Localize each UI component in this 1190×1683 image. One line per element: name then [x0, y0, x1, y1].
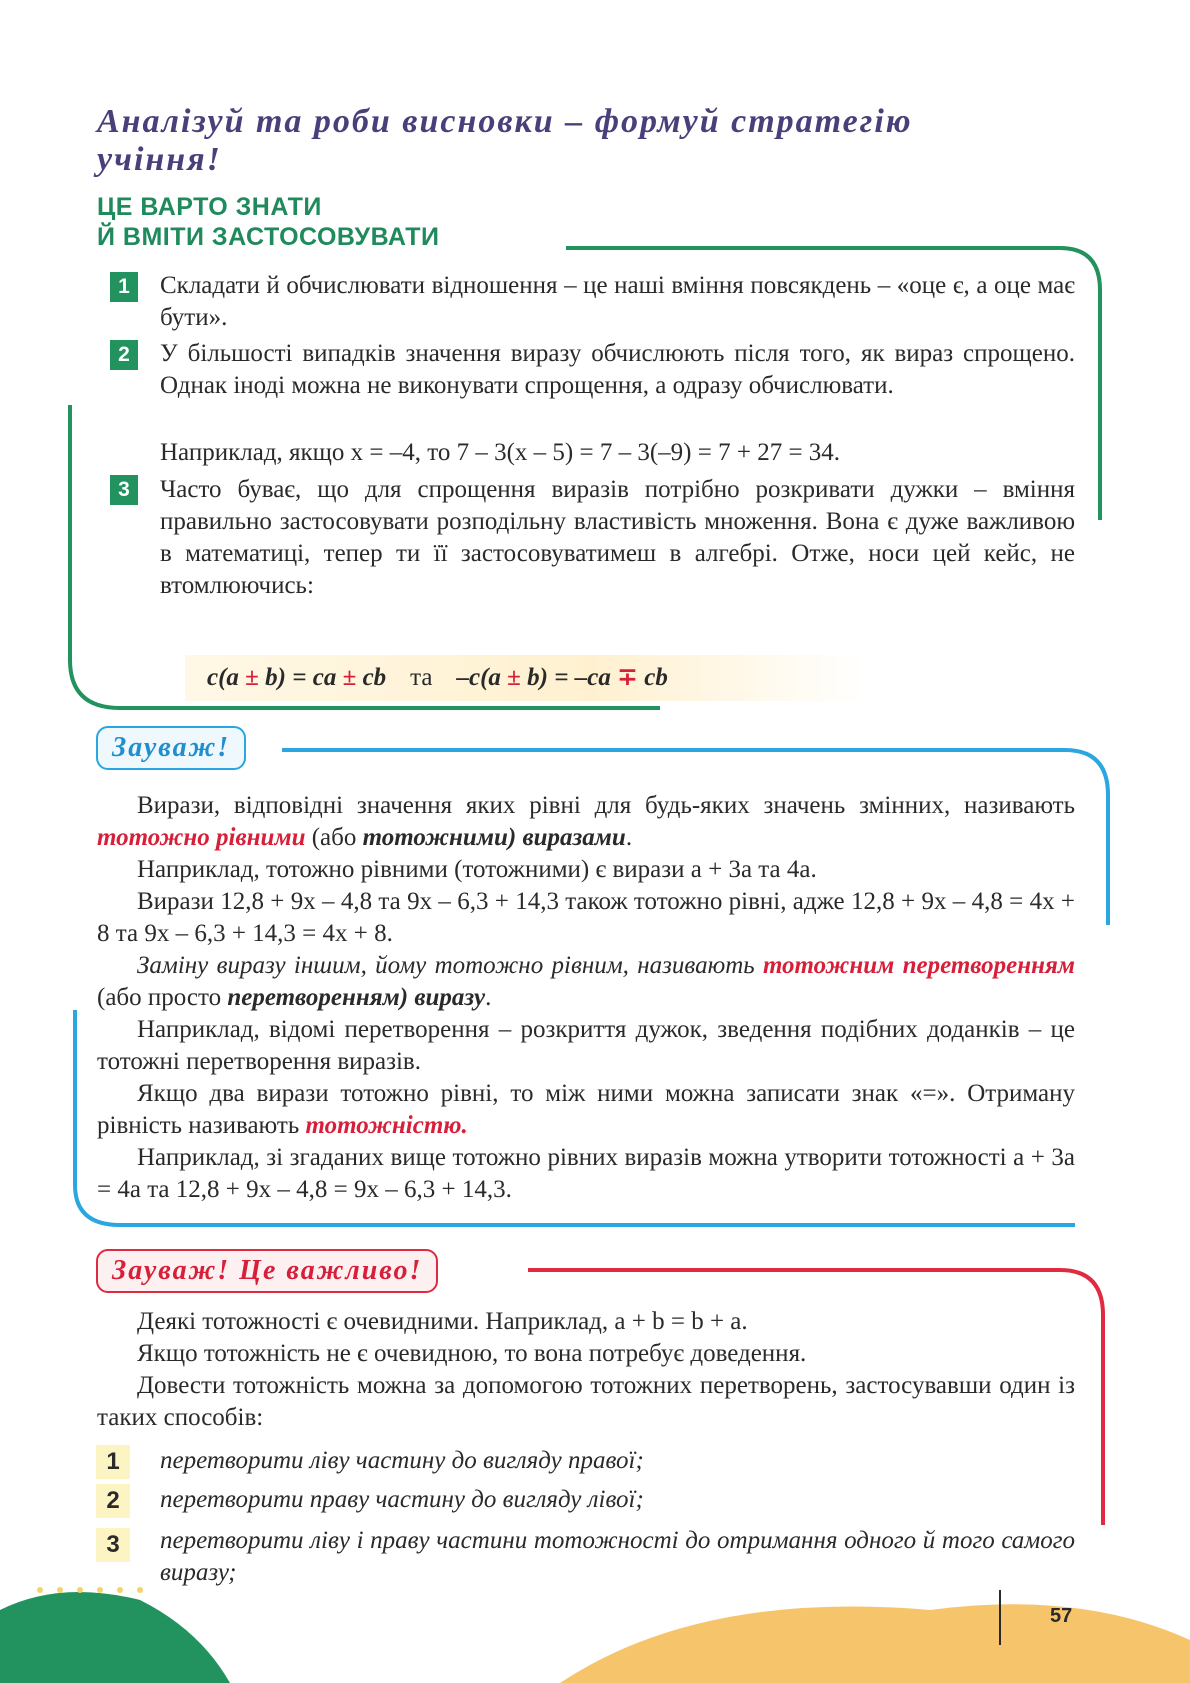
distributive-formula [185, 655, 867, 701]
note-paragraph-5: Наприклад, відомі перетворення – розкриття дужок, зведення подібних доданків – це тотожні перетворення виразів. [97, 1016, 1075, 1075]
text: Якщо два вирази тотожно рівні, то між ними можна записати знак «=». Отриману рівність називають [97, 1080, 1075, 1139]
note-tag: Зауваж! [96, 726, 246, 770]
note-paragraph-4 [97, 950, 1075, 1014]
method-number-3: 3 [96, 1528, 130, 1562]
text: Вирази, відповідні значення яких рівні для будь-яких значень змінних, називають [137, 792, 1075, 819]
item-text-3: Часто буває, що для спрощення виразів потрібно розкривати дужки – вміння правильно застосовувати розподільну властивість множення. Вона є дуже важливою в математиці, тепер ти її застосовуватимеш в алгебрі. Отже, носи цей кейс, не втомлюючись: [160, 476, 1075, 599]
section-title-line-1: ЦЕ ВАРТО ЗНАТИ [97, 193, 322, 221]
item-number-2: 2 [110, 340, 138, 370]
important-paragraph-3: Довести тотожність можна за допомогою тотожних перетворень, застосувавши один із таких способів: [97, 1372, 1075, 1431]
item-number-3: 3 [110, 475, 138, 505]
note-paragraph-7: Наприклад, зі згаданих вище тотожно рівних виразів можна утворити тотожності a + 3a = 4a та 12,8 + 9x – 4,8 = 9x – 6,3 + 14,3. [97, 1144, 1075, 1203]
formula-part: cb [638, 664, 668, 691]
text: (або [305, 824, 363, 851]
page-heading [97, 103, 1097, 179]
important-body [97, 1306, 1075, 1434]
formula-part: b) = ca [258, 664, 343, 691]
page-number: 57 [1050, 1605, 1073, 1627]
important-tag: Зауваж! Це важливо! [96, 1249, 438, 1293]
formula-operator: ∓ [617, 664, 639, 691]
formula-part: c(a [207, 664, 246, 691]
formula-part: –c(a [456, 664, 508, 691]
note-paragraph-6 [97, 1078, 1075, 1142]
formula-operator: ± [245, 664, 259, 691]
term-bold: перетворенням) виразу [227, 984, 486, 1011]
formula-operator: ± [342, 664, 357, 691]
item-text-1: Складати й обчислювати відношення – це наші вміння повсякдень – «оце є, а оце має бути». [160, 272, 1075, 331]
heading-line-1: Аналізуй та роби висновки – формуй стратегію [97, 103, 913, 140]
text: (або просто [97, 984, 228, 1011]
section-title [97, 192, 439, 252]
method-text-3: перетворити ліву і праву частини тотожності до отримання одного й того самого виразу; [160, 1527, 1075, 1586]
formula-part: b) = –ca [520, 664, 618, 691]
formula-part: cb [356, 664, 387, 691]
text-italic: Заміну виразу іншим, йому тотожно рівним, називають [137, 952, 763, 979]
term-highlight: тотожністю. [305, 1112, 468, 1139]
term-highlight: тотожним перетворенням [762, 952, 1075, 979]
method-text-1: перетворити ліву частину до вигляду правої; [160, 1447, 644, 1474]
important-paragraph-1: Деякі тотожності є очевидними. Наприклад, a + b = b + a. [137, 1308, 748, 1335]
method-text-2: перетворити праву частину до вигляду лівої; [160, 1486, 644, 1513]
formula-operator: ± [507, 664, 521, 691]
text: . [485, 984, 492, 1011]
heading-line-2: учіння! [97, 141, 222, 178]
term-highlight: тотожно рівними [97, 824, 306, 851]
term-bold: тотожними) виразами [362, 824, 626, 851]
item-example-2: Наприклад, якщо x = –4, то 7 – 3(x – 5) = 7 – 3(–9) = 7 + 27 = 34. [160, 439, 841, 466]
method-number-2: 2 [96, 1484, 130, 1518]
note-paragraph-1 [97, 790, 1075, 854]
item-text-2: У більшості випадків значення виразу обчислюють після того, як вираз спрощено. Однак іноді можна не виконувати спрощення, а одразу обчислювати. [160, 340, 1075, 399]
method-number-1: 1 [96, 1445, 130, 1479]
section-title-line-2: Й ВМІТИ ЗАСТОСОВУВАТИ [97, 223, 440, 251]
formula-conjunction: та [410, 664, 433, 691]
important-paragraph-2: Якщо тотожність не є очевидною, то вона потребує доведення. [137, 1340, 807, 1367]
note-paragraph-2: Наприклад, тотожно рівними (тотожними) є вирази a + 3a та 4a. [137, 856, 817, 883]
note-body [97, 790, 1075, 1206]
note-paragraph-3: Вирази 12,8 + 9x – 4,8 та 9x – 6,3 + 14,3 також тотожно рівні, адже 12,8 + 9x – 4,8 = 4x + 8 та 9x – 6,3 + 14,3 = 4x + 8. [97, 888, 1075, 947]
item-number-1: 1 [110, 272, 138, 302]
text: . [625, 824, 633, 851]
